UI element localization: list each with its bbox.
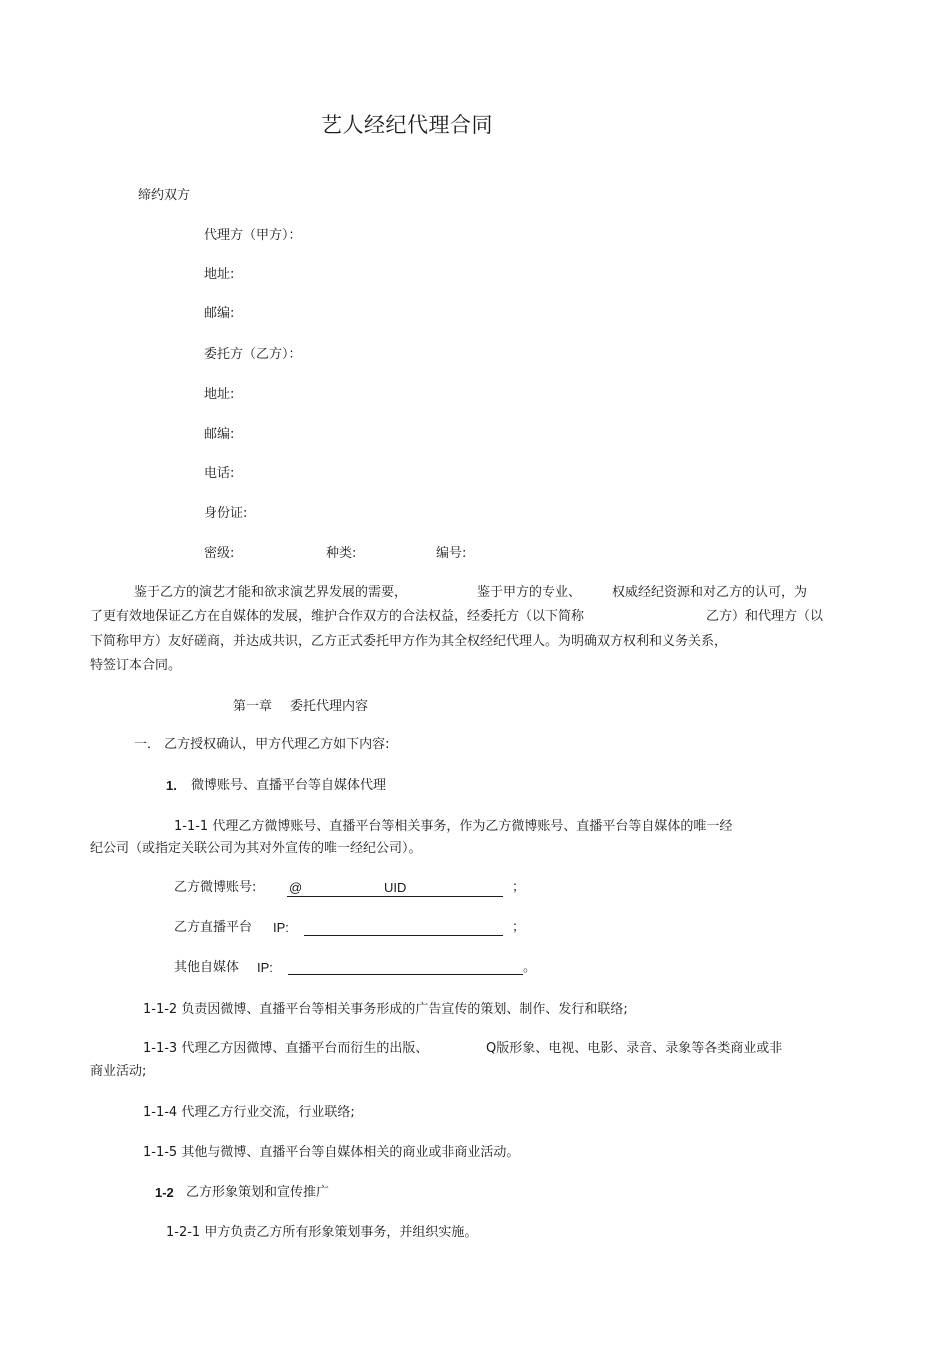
secret-level-label: 密级: [204,546,235,561]
preamble-line1-a: 鉴于乙方的演艺才能和欲求演艺界发展的需要， [134,585,408,600]
item1-title: 微博账号、直播平台等自媒体代理 [191,778,387,793]
agent-postcode-label: 邮编: [204,306,235,321]
chapter1-title: 委托代理内容 [290,699,369,714]
preamble-line3: 下简称甲方）友好磋商，并达成共识，乙方正式委托甲方作为其全权经纪代理人。为明确双方权利和义务关系， [90,634,728,649]
preamble-line1-c: 权威经纪资源和对乙方的认可，为 [612,585,808,600]
live-ip-label: IP: [273,920,289,935]
other-media-blank [288,974,523,975]
clause-1-1-5: 1-1-5 其他与微博、直播平台等自媒体相关的商业或非商业活动。 [143,1145,520,1160]
clause-1-2-1: 1-2-1 甲方负责乙方所有形象策划事务，并组织实施。 [166,1225,478,1240]
client-label: 委托方（乙方）： [204,347,302,362]
live-platform-blank [304,935,503,936]
preamble-line2-b: 乙方）和代理方（以 [706,609,824,624]
client-postcode-label: 邮编: [204,427,235,442]
item2-number: 1-2 [155,1185,174,1200]
agent-label: 代理方（甲方）： [204,228,302,243]
document-title: 艺人经纪代理合同 [321,113,493,137]
client-phone-label: 电话: [204,466,235,481]
chapter1-number: 第一章 [233,699,273,714]
client-id-label: 身份证: [204,506,248,521]
section1-heading: 一． 乙方授权确认，甲方代理乙方如下内容: [134,737,390,752]
number-label: 编号: [436,546,467,561]
live-line-end: ； [512,920,526,935]
client-address-label: 地址: [204,387,235,402]
agent-address-label: 地址: [204,267,235,282]
preamble-line1-b: 鉴于甲方的专业、 [477,585,582,600]
clause-1-1-1-line2: 纪公司（或指定关联公司为其对外宣传的唯一经纪公司）。 [90,841,422,856]
other-ip-label: IP: [257,960,273,975]
category-label: 种类: [326,546,357,561]
clause-1-1-1-line1: 1-1-1 代理乙方微博账号、直播平台等相关事务，作为乙方微博账号、直播平台等自媒体的唯一经 [174,819,733,834]
clause-1-1-3-b: Q版形象、电视、电影、录音、录象等各类商业或非 [486,1041,783,1056]
preamble-line4: 特签订本合同。 [90,658,182,673]
clause-1-1-3-a: 1-1-3 代理乙方因微博、直播平台而衍生的出版、 [143,1041,429,1056]
other-media-label: 其他自媒体 [174,960,240,975]
weibo-uid-label: UID [384,880,407,895]
weibo-line-end: ； [512,880,526,895]
preamble-line2-a: 了更有效地保证乙方在自媒体的发展，维护合作双方的合法权益，经委托方（以下简称 [90,609,585,624]
clause-1-1-3-line2: 商业活动; [90,1064,147,1079]
weibo-account-label: 乙方微博账号: [174,880,257,895]
weibo-account-blank [287,896,503,897]
clause-1-1-2: 1-1-2 负责因微博、直播平台等相关事务形成的广告宣传的策划、制作、发行和联络; [143,1002,628,1017]
clause-1-1-4: 1-1-4 代理乙方行业交流，行业联络; [143,1105,355,1120]
live-platform-label: 乙方直播平台 [174,920,253,935]
item2-title: 乙方形象策划和宣传推广 [186,1185,330,1200]
parties-heading: 缔约双方 [138,188,191,203]
weibo-at-symbol: @ [289,880,303,895]
other-line-end: 。 [523,960,537,975]
item1-number: 1. [166,778,177,793]
